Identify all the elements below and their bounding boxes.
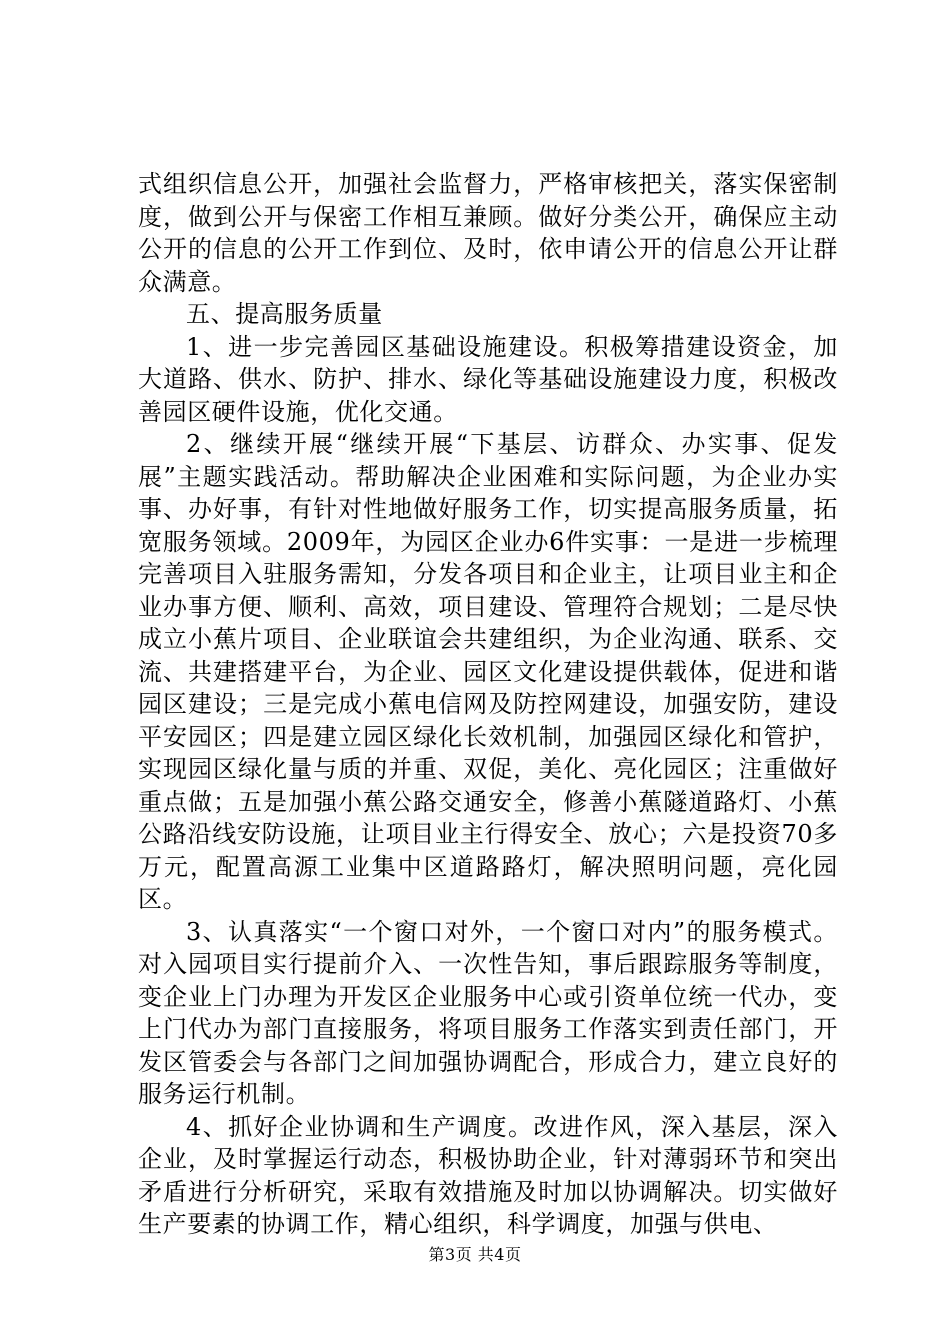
paragraph-item-2-practice-activity: 2、继续开展“继续开展“下基层、访群众、办实事、促发展”主题实践活动。帮助解决企业困难和实际问题，为企业办实事、办好事，有针对性地做好服务工作，切实提高服务质量，拓宽服务领域。2009年，为园区企业办6件实事：一是进一步梳理完善项目入驻服务需知，分发各项目和企业主，让项目业主和企业办事方便、顺利、高效，项目建设、管理符合规划；二是尽快成立小蕉片项目、企业联谊会共建组织，为企业沟通、联系、交流、共建搭建平台，为企业、园区文化建设提供载体，促进和谐园区建设；三是完成小蕉电信网及防控网建设，加强安防，建设平安园区；四是建立园区绿化长效机制，加强园区绿化和管护，实现园区绿化量与质的并重、双促，美化、亮化园区；注重做好重点做；五是加强小蕉公路交通安全，修善小蕉隧道路灯、小蕉公路沿线安防设施，让项目业主行得安全、放心；六是投资70多万元，配置高源工业集中区道路路灯，解决照明问题，亮化园区。 — [138, 430, 838, 913]
paragraph-info-disclosure-continued: 式组织信息公开，加强社会监督力，严格审核把关，落实保密制度，做到公开与保密工作相互兼顾。做好分类公开，确保应主动公开的信息的公开工作到位、及时，依申请公开的信息公开让群众满意。 — [138, 170, 838, 296]
page-footer — [0, 1244, 950, 1266]
document-body — [138, 168, 838, 1241]
section-heading-service-quality: 五、提高服务质量 — [186, 300, 383, 328]
paragraph-item-3-service-mode: 3、认真落实“一个窗口对外，一个窗口对内”的服务模式。对入园项目实行提前介入、一次性告知，事后跟踪服务等制度，变企业上门办理为开发区企业服务中心或引资单位统一代办，变上门代办为部门直接服务，将项目服务工作落实到责任部门，开发区管委会与各部门之间加强协调配合，形成合力，建立良好的服务运行机制。 — [138, 917, 838, 1108]
paragraph-item-1-infrastructure: 1、进一步完善园区基础设施建设。积极筹措建设资金，加大道路、供水、防护、排水、绿化等基础设施建设力度，积极改善园区硬件设施，优化交通。 — [138, 332, 838, 426]
paragraph-item-4-coordination: 4、抓好企业协调和生产调度。改进作风，深入基层，深入企业，及时掌握运行动态，积极协助企业，针对薄弱环节和突出矛盾进行分析研究，采取有效措施及时加以协调解决。切实做好生产要素的协调工作，精心组织，科学调度，加强与供电、 — [138, 1112, 838, 1238]
page-number: 第3页 共4页 — [428, 1245, 522, 1264]
